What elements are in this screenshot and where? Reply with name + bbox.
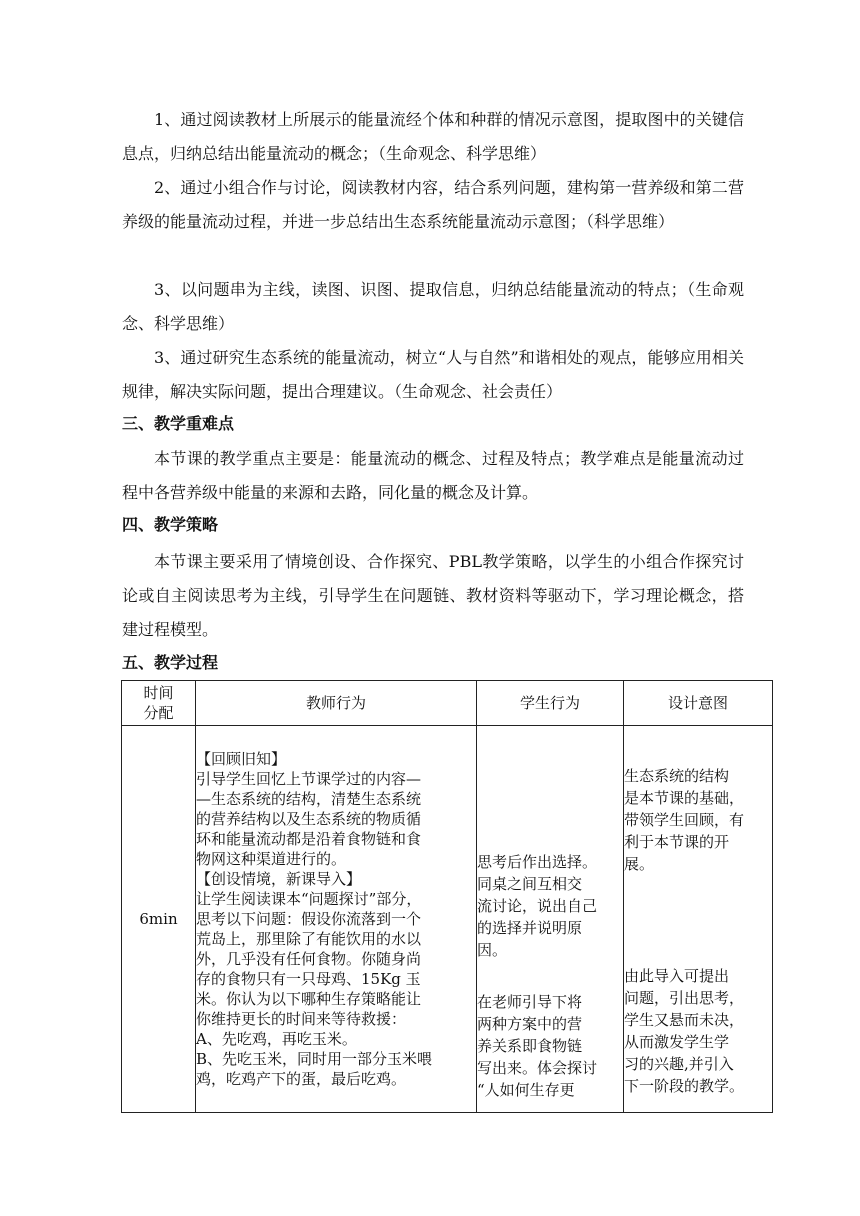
- header-time-line1: 时间: [143, 684, 174, 702]
- design-line: 从而激发学生学: [624, 1033, 730, 1051]
- student-line: 流讨论，说出自己: [477, 897, 598, 915]
- teacher-line: 【回顾旧知】: [196, 750, 287, 768]
- student-line: 养关系即食物链: [477, 1037, 583, 1055]
- section-3-text: 本节课的教学重点主要是：能量流动的概念、过程及特点；教学难点是能量流动过程中各营养级中能量的来源和去路，同化量的概念及计算。: [122, 449, 744, 502]
- objective-2: 2、通过小组合作与讨论，阅读教材内容，结合系列问题，建构第一营养级和第二营养级的能量流动过程，并进一步总结出生态系统能量流动示意图；（科学思维）: [122, 178, 744, 231]
- objective-4: 3、通过研究生态系统的能量流动，树立“人与自然”和谐相处的观点，能够应用相关规律，解决实际问题，提出合理建议。（生命观念、社会责任）: [122, 348, 744, 401]
- teacher-line: 米。你认为以下哪种生存策略能让: [196, 990, 422, 1008]
- design-line: 展。: [624, 855, 655, 873]
- teacher-line: 引导学生回忆上节课学过的内容—: [196, 770, 422, 788]
- student-line: 同桌之间互相交: [477, 875, 583, 893]
- teacher-line: 【创设情境，新课导入】: [196, 870, 362, 888]
- design-line: 习的兴趣,并引入: [624, 1055, 734, 1073]
- header-teacher: 教师行为: [196, 681, 477, 726]
- design-line: 生态系统的结构: [624, 767, 730, 785]
- design-line: 由此导入可提出: [624, 967, 730, 985]
- teacher-line: —生态系统的结构，清楚生态系统: [196, 790, 422, 808]
- teacher-line: 环和能量流动都是沿着食物链和食: [196, 830, 422, 848]
- section-3-heading: 三、教学重难点: [122, 414, 235, 433]
- time-cell: 6min: [122, 726, 196, 1113]
- section-4-heading: 四、教学策略: [122, 515, 219, 534]
- design-line: 学生又悬而未决，: [624, 1011, 745, 1029]
- objective-3: 3、以问题串为主线，读图、识图、提取信息，归纳总结能量流动的特点；（生命观念、科学思维）: [122, 280, 744, 333]
- design-cell: [624, 726, 773, 1113]
- teacher-line: 存的食物只有一只母鸡、15Kg 玉: [196, 970, 421, 988]
- teacher-line: 让学生阅读课本“问题探讨”部分，: [196, 890, 422, 908]
- teaching-process-table: [121, 680, 773, 1113]
- header-time: [122, 681, 196, 726]
- student-cell: [477, 726, 624, 1113]
- teacher-line: 物网这种渠道进行的。: [196, 850, 347, 868]
- design-line: 下一阶段的教学。: [624, 1077, 745, 1095]
- design-line: 问题，引出思考，: [624, 989, 745, 1007]
- teacher-line: 思考以下问题：假设你流落到一个: [196, 910, 422, 928]
- student-line: 思考后作出选择。: [477, 853, 598, 871]
- teacher-line: 的营养结构以及生态系统的物质循: [196, 810, 422, 828]
- header-design: 设计意图: [624, 681, 773, 726]
- teacher-line: A、先吃鸡，再吃玉米。: [196, 1030, 357, 1048]
- section-5-heading: 五、教学过程: [122, 653, 219, 672]
- teacher-line: B、先吃玉米，同时用一部分玉米喂: [196, 1050, 433, 1068]
- header-time-line2: 分配: [143, 704, 174, 722]
- student-line: 两种方案中的营: [477, 1015, 583, 1033]
- student-line: 写出来。体会探讨: [477, 1059, 598, 1077]
- design-line: 带领学生回顾，有: [624, 811, 745, 829]
- teacher-cell: [196, 726, 477, 1113]
- design-line: 利于本节课的开: [624, 833, 730, 851]
- student-line: “人如何生存更: [477, 1081, 575, 1099]
- table-row: [122, 726, 773, 1113]
- teacher-line: 你维持更长的时间来等待救援：: [196, 1010, 407, 1028]
- objective-1: 1、通过阅读教材上所展示的能量流经个体和种群的情况示意图，提取图中的关键信息点，归纳总结出能量流动的概念；（生命观念、科学思维）: [122, 110, 744, 163]
- section-4-text: 本节课主要采用了情境创设、合作探究、PBL教学策略，以学生的小组合作探究讨论或自主阅读思考为主线，引导学生在问题链、教材资料等驱动下，学习理论概念，搭建过程模型。: [122, 552, 744, 639]
- student-line: 的选择并说明原: [477, 919, 583, 937]
- teacher-line: 鸡，吃鸡产下的蛋，最后吃鸡。: [196, 1070, 407, 1088]
- student-line: 因。: [477, 941, 508, 959]
- header-student: 学生行为: [477, 681, 624, 726]
- teacher-line: 荒岛上，那里除了有能饮用的水以: [196, 930, 422, 948]
- teacher-line: 外，几乎没有任何食物。你随身尚: [196, 950, 422, 968]
- design-line: 是本节课的基础，: [624, 789, 745, 807]
- table-header-row: [122, 681, 773, 726]
- student-line: 在老师引导下将: [477, 993, 583, 1011]
